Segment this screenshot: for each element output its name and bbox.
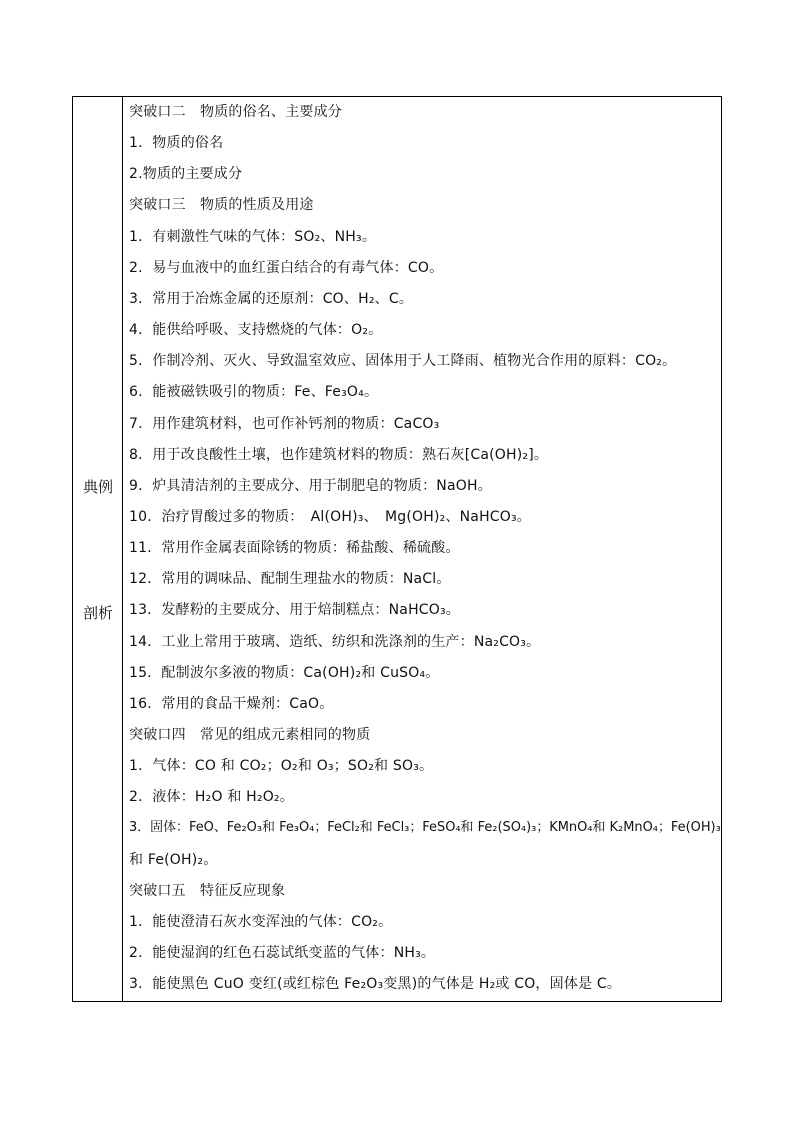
content-line: 3．常用于冶炼金属的还原剂：CO、H₂、C。 (129, 290, 414, 307)
content-line: 1．有刺激性气味的气体：SO₂、NH₃。 (129, 228, 377, 245)
content-line: 11．常用作金属表面除锈的物质：稀盐酸、稀硫酸。 (129, 540, 460, 557)
label-column (73, 97, 123, 1001)
content-line: 7．用作建筑材料，也可作补钙剂的物质：CaCO₃ (129, 415, 440, 432)
content-line: 13．发酵粉的主要成分、用于焙制糕点：NaHCO₃。 (129, 602, 460, 619)
content-line: 5．作制冷剂、灭火、导致温室效应、固体用于人工降雨、植物光合作用的原料：CO₂。 (129, 353, 677, 370)
content-column (123, 97, 721, 1001)
content-line: 3．固体：FeO、Fe₂O₃和 Fe₃O₄；FeCl₂和 FeCl₃；FeSO₄和 Fe₂(SO₄)₃；KMnO₄和 K₂MnO₄；Fe(OH)₃ (129, 820, 721, 836)
content-line: 突破口四 常见的组成元素相同的物质 (129, 727, 371, 743)
side-label-bottom: 剖析 (82, 604, 113, 622)
content-line: 1．气体：CO 和 CO₂；O₂和 O₃；SO₂和 SO₃。 (129, 758, 434, 775)
content-line: 突破口五 特征反应现象 (129, 882, 286, 899)
content-line: 1．物质的俗名 (129, 135, 224, 152)
content-line: 和 Fe(OH)₂。 (129, 851, 218, 868)
content-line: 10．治疗胃酸过多的物质： Al(OH)₃、 Mg(OH)₂、NaHCO₃。 (129, 508, 531, 525)
content-line: 12．常用的调味品、配制生理盐水的物质：NaCl。 (129, 571, 451, 588)
content-line: 8．用于改良酸性土壤，也作建筑材料的物质：熟石灰[Ca(OH)₂]。 (129, 446, 549, 463)
content-line: 2．能使湿润的红色石蕊试纸变蓝的气体：NH₃。 (129, 945, 436, 961)
content-line: 3．能使黑色 CuO 变红(或红棕色 Fe₂O₃变黑)的气体是 H₂或 CO，固体是 C。 (129, 976, 622, 993)
content-line: 4．能供给呼吸、支持燃烧的气体：O₂。 (129, 322, 383, 338)
content-line: 16．常用的食品干燥剂：CaO。 (129, 695, 334, 712)
content-line: 14．工业上常用于玻璃、造纸、纺织和洗涤剂的生产：Na₂CO₃。 (129, 633, 541, 650)
content-table (72, 96, 722, 1002)
content-line: 2．液体：H₂O 和 H₂O₂。 (129, 789, 294, 806)
content-line: 15．配制波尔多液的物质：Ca(OH)₂和 CuSO₄。 (129, 664, 440, 681)
content-line: 突破口三 物质的性质及用途 (129, 197, 314, 214)
content-line: 突破口二 物质的俗名、主要成分 (129, 104, 342, 120)
content-line: 9．炉具清洁剂的主要成分、用于制肥皂的物质：NaOH。 (129, 477, 492, 494)
content-line: 2.物质的主要成分 (129, 166, 243, 183)
side-label-top: 典例 (82, 478, 113, 496)
content-line: 6．能被磁铁吸引的物质：Fe、Fe₃O₄。 (129, 384, 379, 401)
content-line: 2．易与血液中的血红蛋白结合的有毒气体：CO。 (129, 259, 444, 276)
content-line: 1．能使澄清石灰水变浑浊的气体：CO₂。 (129, 913, 393, 930)
